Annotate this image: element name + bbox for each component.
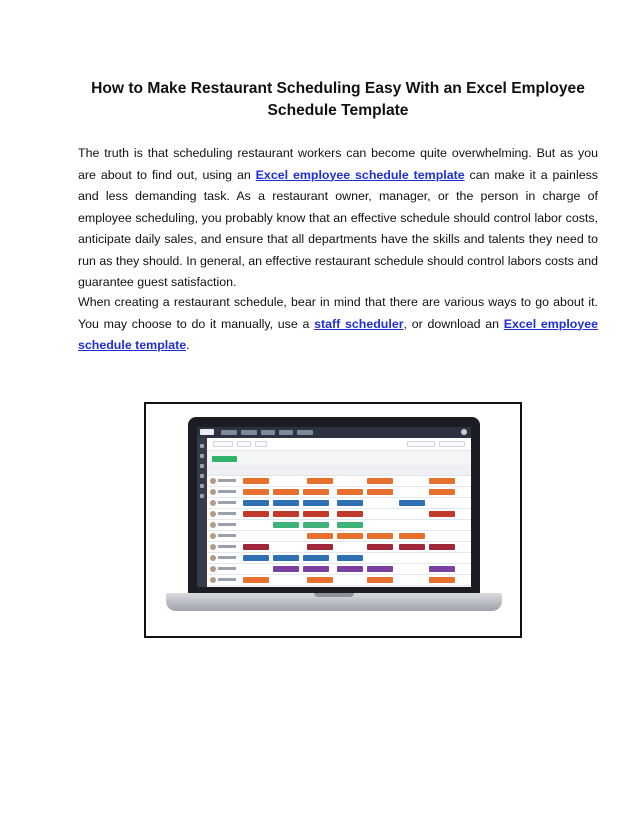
shift-block bbox=[337, 566, 363, 572]
employee-row bbox=[207, 553, 471, 564]
employee-row bbox=[207, 542, 471, 553]
shift-block bbox=[367, 566, 393, 572]
shift-block bbox=[303, 555, 329, 561]
employee-name bbox=[218, 501, 236, 504]
topbar-menu-item bbox=[297, 430, 313, 435]
toolbar-control bbox=[255, 441, 267, 447]
app-sidebar bbox=[197, 438, 207, 587]
paragraph-methods bbox=[78, 292, 598, 357]
employee-name bbox=[218, 490, 236, 493]
shift-block bbox=[273, 566, 299, 572]
toolbar-control bbox=[439, 441, 465, 447]
shift-block bbox=[367, 478, 393, 484]
shift-block bbox=[243, 500, 269, 506]
employee-avatar bbox=[210, 522, 216, 528]
shift-block bbox=[273, 522, 299, 528]
paragraph-methods-text-2: , or download an bbox=[403, 316, 504, 331]
employee-row bbox=[207, 498, 471, 509]
shift-block bbox=[429, 577, 455, 583]
paragraph-intro bbox=[78, 143, 598, 294]
employee-name bbox=[218, 545, 236, 548]
shift-block bbox=[399, 500, 425, 506]
employee-name bbox=[218, 556, 236, 559]
shift-block bbox=[399, 533, 425, 539]
employee-avatar bbox=[210, 555, 216, 561]
shift-block bbox=[429, 566, 455, 572]
employee-avatar bbox=[210, 577, 216, 583]
shift-block bbox=[243, 478, 269, 484]
shift-block bbox=[337, 555, 363, 561]
shift-block bbox=[243, 555, 269, 561]
user-avatar-icon bbox=[461, 429, 467, 435]
toolbar-control bbox=[237, 441, 251, 447]
shift-block bbox=[337, 533, 363, 539]
topbar-menu-item bbox=[261, 430, 275, 435]
shift-block bbox=[303, 489, 329, 495]
employee-avatar bbox=[210, 544, 216, 550]
schedule-toolbar bbox=[207, 438, 471, 451]
employee-name bbox=[218, 512, 236, 515]
shift-block bbox=[273, 555, 299, 561]
shift-block bbox=[337, 500, 363, 506]
shift-block bbox=[307, 533, 333, 539]
add-shift-button bbox=[212, 456, 237, 462]
grid-header-row bbox=[207, 465, 471, 476]
shift-block bbox=[337, 522, 363, 528]
shift-block bbox=[307, 478, 333, 484]
employee-row bbox=[207, 509, 471, 520]
shift-block bbox=[307, 577, 333, 583]
shift-block bbox=[367, 544, 393, 550]
topbar-menu-item bbox=[241, 430, 257, 435]
laptop-image-frame bbox=[144, 402, 522, 638]
topbar-menu-item bbox=[221, 430, 237, 435]
shift-block bbox=[337, 489, 363, 495]
shift-block bbox=[303, 566, 329, 572]
shift-block bbox=[243, 511, 269, 517]
shift-block bbox=[429, 544, 455, 550]
employee-row bbox=[207, 531, 471, 542]
shift-block bbox=[303, 511, 329, 517]
paragraph-methods-text-1: When creating a restaurant schedule, bear in mind that there are various ways to go about it. You may choose to do it manually, use a bbox=[78, 295, 598, 331]
sidebar-icon bbox=[200, 484, 204, 488]
shift-block bbox=[303, 500, 329, 506]
sidebar-icon bbox=[200, 454, 204, 458]
employee-row bbox=[207, 476, 471, 487]
shift-block bbox=[337, 511, 363, 517]
employee-row bbox=[207, 575, 471, 586]
shift-block bbox=[243, 544, 269, 550]
shift-block bbox=[429, 489, 455, 495]
shift-block bbox=[303, 522, 329, 528]
toolbar-control bbox=[213, 441, 233, 447]
schedule-app-screenshot bbox=[197, 427, 471, 587]
staff-scheduler-link[interactable]: staff scheduler bbox=[314, 316, 404, 331]
employee-name bbox=[218, 523, 236, 526]
employee-avatar bbox=[210, 533, 216, 539]
sidebar-icon bbox=[200, 474, 204, 478]
shift-block bbox=[429, 478, 455, 484]
shift-block bbox=[273, 500, 299, 506]
employee-avatar bbox=[210, 511, 216, 517]
schedule-grid bbox=[207, 465, 471, 587]
shift-block bbox=[243, 489, 269, 495]
employee-avatar bbox=[210, 489, 216, 495]
employee-row bbox=[207, 564, 471, 575]
laptop-base bbox=[166, 593, 502, 611]
laptop-notch bbox=[314, 593, 354, 597]
laptop-illustration bbox=[166, 417, 502, 629]
document-title: How to Make Restaurant Scheduling Easy With an Excel Employee Schedule Template bbox=[91, 80, 585, 119]
topbar-menu-item bbox=[279, 430, 293, 435]
shift-block bbox=[367, 577, 393, 583]
sidebar-icon bbox=[200, 444, 204, 448]
employee-name bbox=[218, 479, 236, 482]
employee-name bbox=[218, 534, 236, 537]
paragraph-methods-text-3: . bbox=[186, 338, 190, 352]
toolbar-control bbox=[407, 441, 435, 447]
paragraph-intro-text-1: The truth is that scheduling restaurant workers can become quite overwhelming. But as you are about to find out, using an bbox=[78, 146, 598, 182]
shift-block bbox=[243, 577, 269, 583]
employee-avatar bbox=[210, 478, 216, 484]
employee-name bbox=[218, 567, 236, 570]
shift-block bbox=[367, 489, 393, 495]
shift-block bbox=[399, 544, 425, 550]
employee-name bbox=[218, 578, 236, 581]
employee-avatar bbox=[210, 500, 216, 506]
sidebar-icon bbox=[200, 464, 204, 468]
excel-template-link-2[interactable]: Excel employee schedule template bbox=[78, 316, 599, 352]
shift-block bbox=[367, 533, 393, 539]
shift-block bbox=[273, 511, 299, 517]
laptop-lid bbox=[188, 417, 480, 595]
shift-block bbox=[429, 511, 455, 517]
excel-template-link[interactable]: Excel employee schedule template bbox=[255, 167, 465, 182]
app-topbar bbox=[197, 427, 471, 438]
app-logo bbox=[200, 429, 214, 435]
shift-block bbox=[307, 544, 333, 550]
employee-avatar bbox=[210, 566, 216, 572]
shift-block bbox=[273, 489, 299, 495]
employee-row bbox=[207, 520, 471, 531]
paragraph-intro-text-2: can make it a painless and less demanding task. As a restaurant owner, manager, or the person in charge of employee scheduling, you probably know that an effective schedule should control labor costs, anticipate daily sales, and ensure that all departments have the skills and talents they need to run as they should. In general, an effective restaurant schedule should control labors costs and guarantee guest satisfaction. bbox=[78, 167, 598, 289]
sidebar-icon bbox=[200, 494, 204, 498]
employee-row bbox=[207, 487, 471, 498]
